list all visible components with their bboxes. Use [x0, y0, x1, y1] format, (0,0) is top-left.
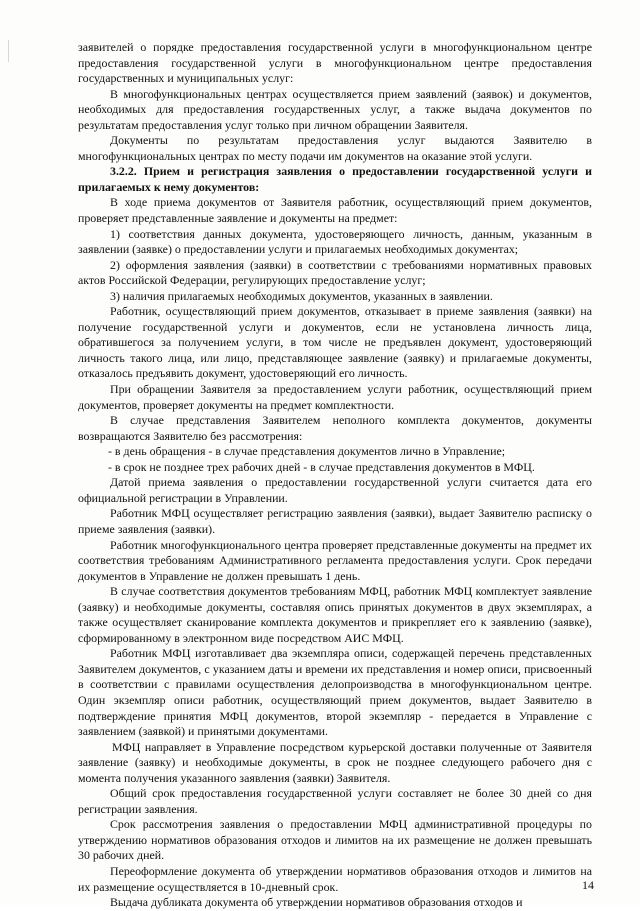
paragraph: 3) наличия прилагаемых необходимых документов, указанных в заявлении.: [110, 288, 493, 303]
paragraph: Работник многофункционального центра проверяет представленные документы на предмет их соответствия требованиям Административного регламента предоставления услуги. Срок передачи документов в Управление не должен превышать 1 день.: [78, 537, 592, 583]
paragraph: В многофункциональных центрах осуществляется прием заявлений (заявок) и документов, необходимых для предоставления государственных услуг, а также выдача документов по результатам предоставления услуг только при личном обращении Заявителя.: [78, 86, 592, 132]
paragraph: - в день обращения - в случае представления документов лично в Управление;: [108, 444, 506, 459]
section-heading: 3.2.2. Прием и регистрация заявления о предоставлении государственной услуги и прилагаемых к нему документов:: [78, 164, 592, 194]
paragraph: При обращении Заявителя за предоставлением услуги работник, осуществляющий прием документов, проверяет документы на предмет комплектности.: [78, 382, 592, 412]
paragraph: Датой приема заявления о предоставлении государственной услуги считается дата его официальной регистрации в Управлении.: [78, 475, 592, 505]
paragraph: В ходе приема документов от Заявителя работник, осуществляющий прием документов, проверяет представленные заявление и документы на предмет:: [78, 195, 592, 226]
paragraph: МФЦ направляет в Управление посредством курьерской доставки полученные от Заявителя заявление (заявку) и необходимые документы, в срок не позднее следующего рабочего дня с момента получения указанного заявления (заявки) Заявителя.: [78, 739, 592, 785]
paragraph: - в срок не позднее трех рабочих дней - в случае представления документов в МФЦ.: [108, 459, 535, 474]
paragraph: 1) соответствия данных документа, удостоверяющего личность, данным, указанным в заявлении (заявке) о предоставлении услуги и прилагаемых необходимых документах;: [78, 226, 592, 257]
paragraph: Работник, осуществляющий прием документов, отказывает в приеме заявления (заявки) на получение государственной услуги и документов, если не установлена личность лица, обратившегося за получением услуги, в том числе не предъявлен документ, удостоверяющий личность такого лица, или лицо, представляющее заявление (заявку) и прилагаемые документы, отказалось предъявить документ, удостоверяющий его личность.: [78, 304, 592, 381]
paragraph: В случае соответствия документов требованиям МФЦ, работник МФЦ комплектует заявление (заявку) и необходимые документы, составляя опись принятых документов в двух экземплярах, а также осуществляет сканирование комплекта документов и прикрепляет его к заявлению (заявке), сформированному в электронном виде посредством АИС МФЦ.: [78, 584, 592, 645]
paragraph: Общий срок предоставления государственной услуги составляет не более 30 дней со дня регистрации заявления.: [78, 786, 592, 816]
document-body: [78, 40, 592, 911]
paragraph: Переоформление документа об утверждении нормативов образования отходов и лимитов на их размещение осуществляется в 10-дневный срок.: [78, 863, 592, 894]
paragraph: Работник МФЦ осуществляет регистрацию заявления (заявки), выдает Заявителю расписку о приеме заявления (заявки).: [78, 506, 592, 536]
paragraph: Срок рассмотрения заявления о предоставлении МФЦ административной процедуры по утверждению нормативов образования отходов и лимитов на их размещение не должен превышать 30 рабочих дней.: [78, 817, 592, 863]
paragraph: В случае представления Заявителем неполного комплекта документов, документы возвращаются Заявителю без рассмотрения:: [78, 413, 592, 443]
paragraph: Документы по результатам предоставления услуг выдаются Заявителю в многофункциональных центрах по месту подачи им документов на оказание этой услуги.: [78, 133, 592, 163]
page-number: 14: [582, 878, 594, 892]
paragraph: заявителей о порядке предоставления государственной услуги в многофункциональном центре предоставления государственной услуги в многофункциональном центре предоставления государственных и муниципальных услуг:: [78, 40, 592, 86]
paragraph: Выдача дубликата документа об утверждении нормативов образования отходов и: [110, 895, 523, 910]
paragraph: Работник МФЦ изготавливает два экземпляра описи, содержащей перечень представленных Заявителем документов, с указанием даты и времени их представления и номер описи, присвоенный в соответствии с правилами осуществления делопроизводства в многофункциональном центре. Один экземпляр описи работник, осуществляющий прием документов, выдает Заявителю в подтверждение принятия МФЦ документов, второй экземпляр - передается в Управление с заявлением (заявкой) и принятыми документами.: [78, 646, 592, 739]
scan-artifact-line: [8, 40, 9, 62]
paragraph: 2) оформления заявления (заявки) в соответствии с требованиями нормативных правовых актов Российской Федерации, регулирующих предоставление услуг;: [78, 257, 592, 288]
